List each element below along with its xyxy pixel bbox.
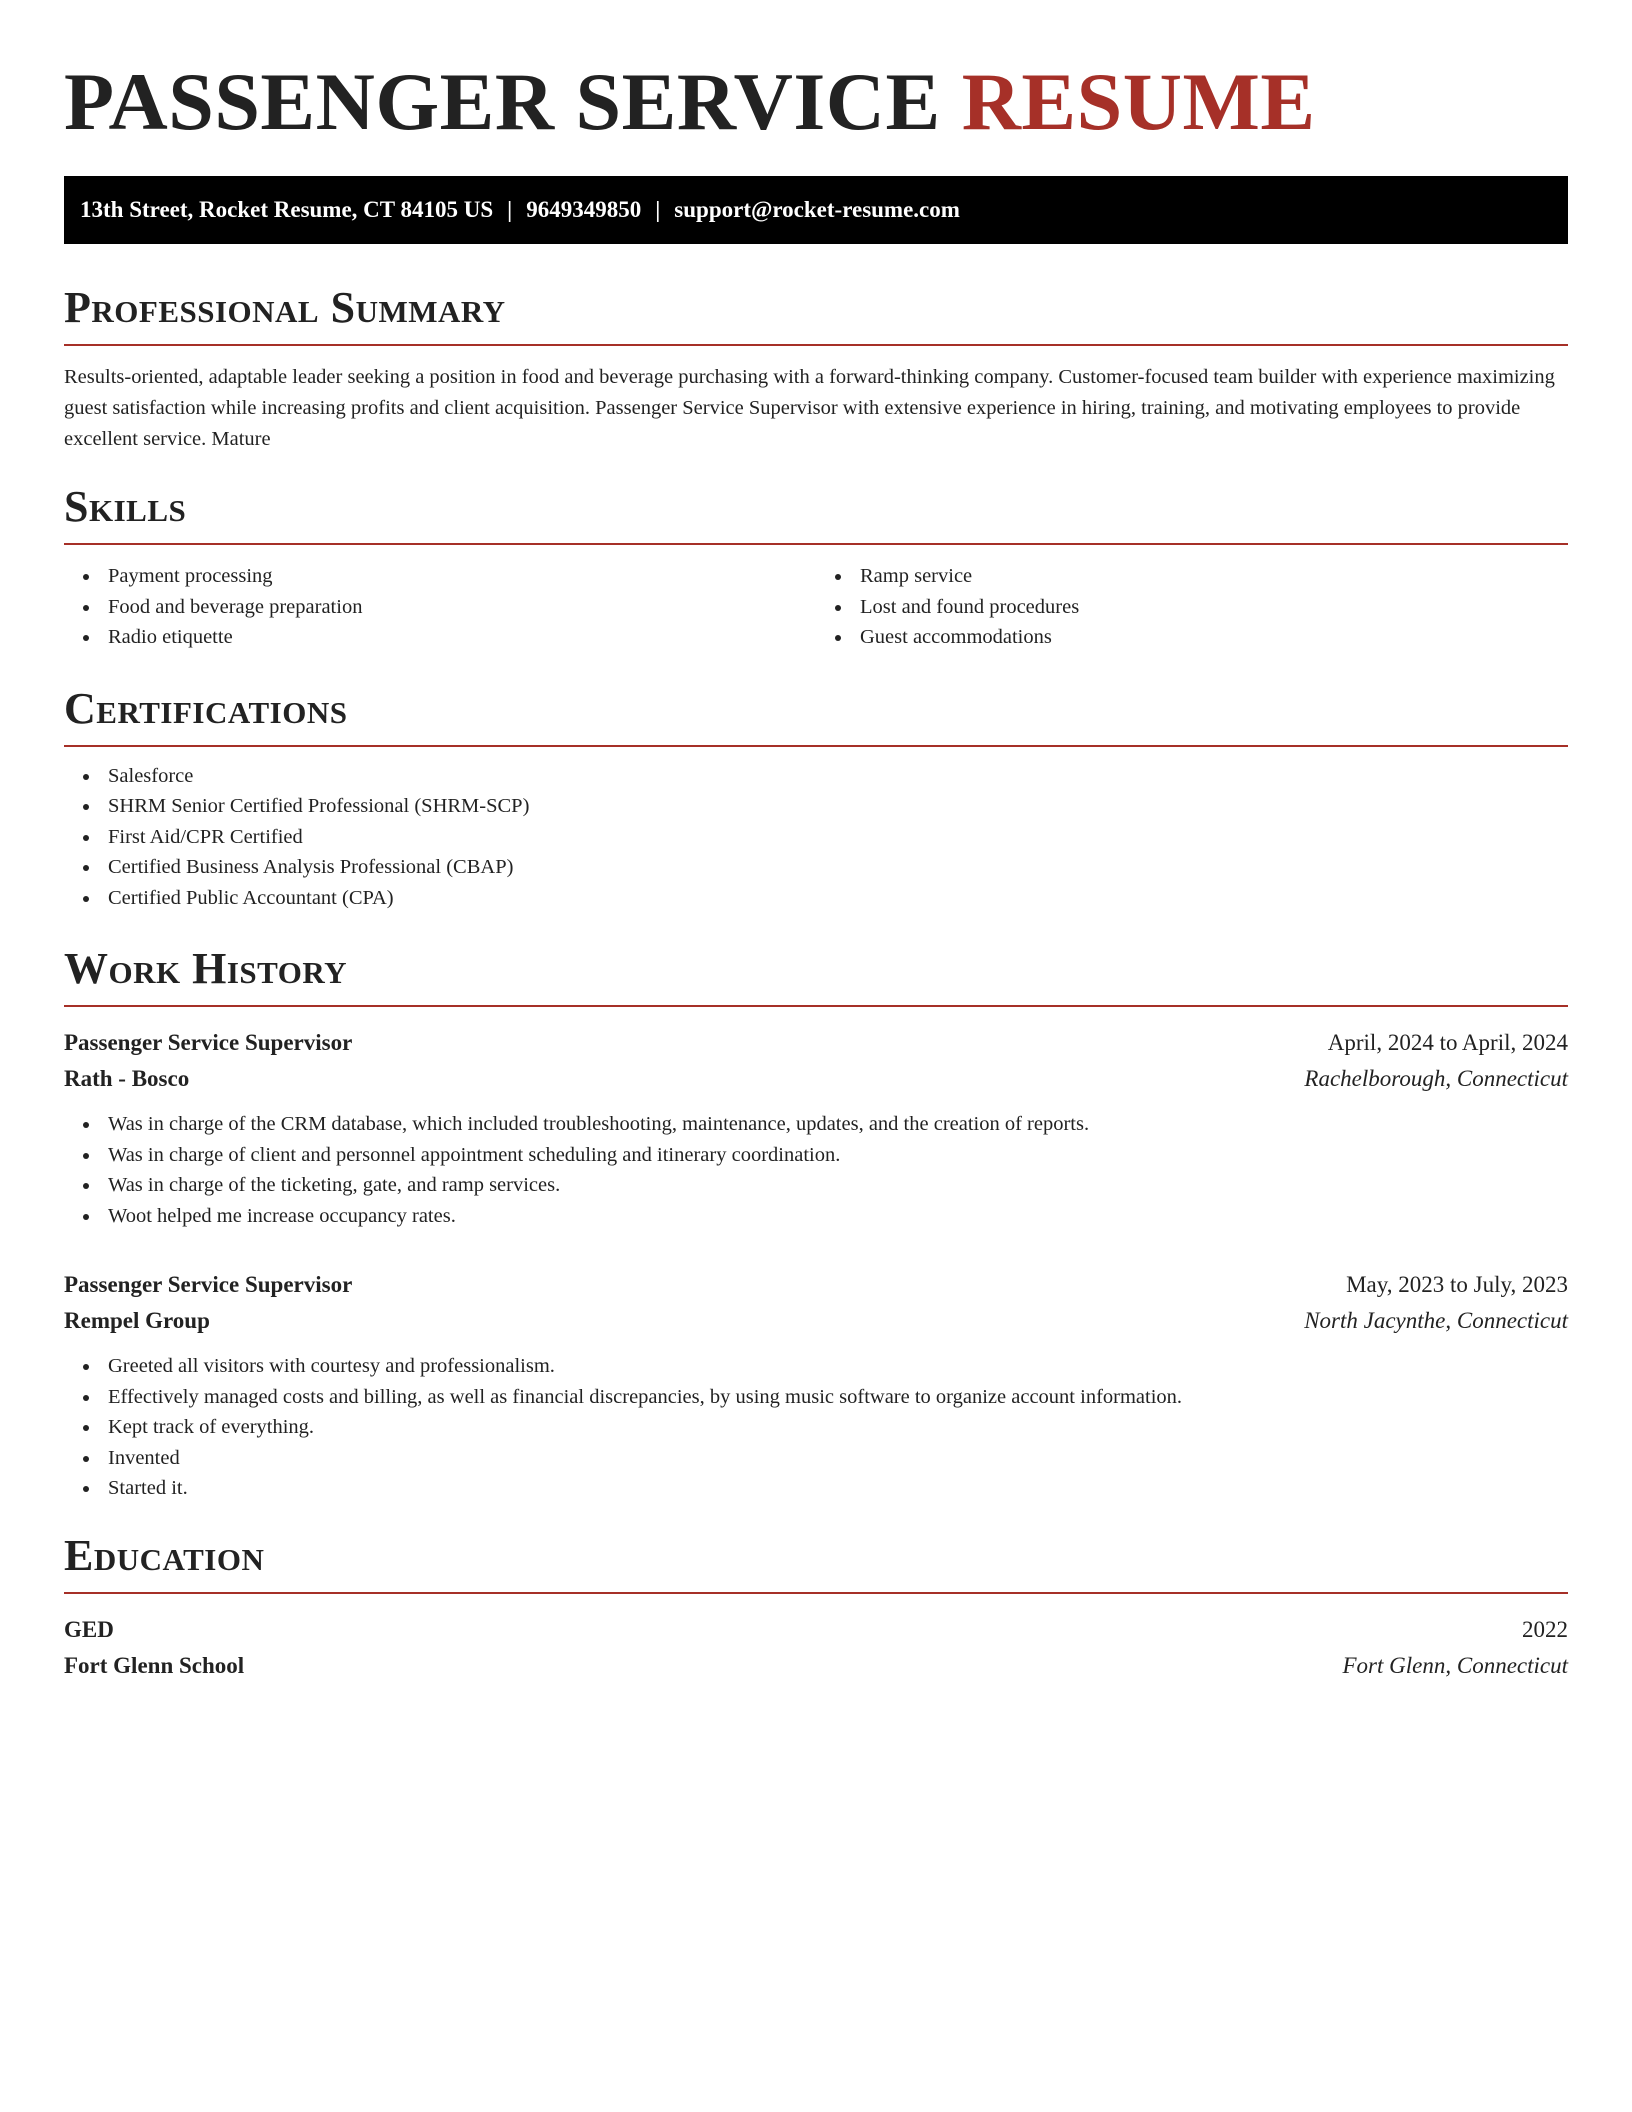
list-item: Invented [108,1443,1568,1474]
title-accent: RESUME [961,56,1316,147]
section-heading: Professional Summary [64,282,1568,346]
section-heading: Work History [64,943,1568,1007]
list-item: Guest accommodations [860,622,1568,653]
resume-title [64,52,1568,152]
job-dates: April, 2024 to April, 2024 [1327,1030,1568,1055]
job-location: North Jacynthe, Connecticut [1304,1308,1568,1333]
job-company-row [64,1303,1568,1339]
education-year: 2022 [1522,1616,1568,1642]
contact-separator: | [507,197,513,222]
contact-separator: | [655,197,661,222]
list-item: SHRM Senior Certified Professional (SHRM-SCP) [108,791,1568,822]
list-item: Woot helped me increase occupancy rates. [108,1201,1568,1232]
title-main: PASSENGER SERVICE [64,56,941,147]
list-item: Was in charge of the ticketing, gate, and ramp services. [108,1170,1568,1201]
job-entry [64,1025,1568,1231]
list-item: Effectively managed costs and billing, as well as financial discrepancies, by using music software to organize account information. [108,1382,1568,1413]
education-degree: GED [64,1616,114,1642]
education-degree-row [64,1612,1568,1648]
job-dates: May, 2023 to July, 2023 [1346,1272,1568,1297]
list-item: Radio etiquette [108,622,816,653]
list-item: Ramp service [860,561,1568,592]
work-history-section [64,943,1568,1504]
job-company: Rath - Bosco [64,1066,190,1091]
section-heading: Education [64,1530,1568,1594]
section-heading: Skills [64,481,1568,545]
job-header-row [64,1025,1568,1061]
contact-bar [64,176,1568,244]
education-section [64,1530,1568,1684]
skills-list-right [816,561,1568,653]
job-duties-list [64,1351,1568,1504]
job-title: Passenger Service Supervisor [64,1030,353,1055]
contact-address: 13th Street, Rocket Resume, CT 84105 US [80,197,494,222]
list-item: Started it. [108,1473,1568,1504]
job-duties-list [64,1109,1568,1231]
contact-email: support@rocket-resume.com [674,197,960,222]
contact-phone: 9649349850 [526,197,642,222]
list-item: Salesforce [108,761,1568,792]
job-company: Rempel Group [64,1308,210,1333]
job-company-row [64,1061,1568,1097]
list-item: Kept track of everything. [108,1412,1568,1443]
education-school-row [64,1648,1568,1684]
list-item: Payment processing [108,561,816,592]
certifications-list [64,761,1568,914]
list-item: Lost and found procedures [860,592,1568,623]
education-school: Fort Glenn School [64,1652,245,1678]
certifications-section [64,683,1568,914]
list-item: Was in charge of client and personnel appointment scheduling and itinerary coordination. [108,1140,1568,1171]
section-heading: Certifications [64,683,1568,747]
list-item: Food and beverage preparation [108,592,816,623]
job-header-row [64,1267,1568,1303]
summary-text: Results-oriented, adaptable leader seeking a position in food and beverage purchasing with a forward-thinking company. Customer-focused team builder with experience maximizing guest satisfaction while increasing profits and client acquisition. Passenger Service Supervisor with extensive experience in hiring, training, and motivating employees to provide excellent service. Mature [64,366,1555,450]
skills-list-left [64,561,816,653]
skills-grid [64,545,1568,653]
job-location: Rachelborough, Connecticut [1304,1066,1568,1091]
job-entry [64,1267,1568,1504]
list-item: Certified Public Accountant (CPA) [108,883,1568,914]
education-location: Fort Glenn, Connecticut [1342,1652,1568,1678]
skills-section [64,481,1568,653]
list-item: First Aid/CPR Certified [108,822,1568,853]
job-title: Passenger Service Supervisor [64,1272,353,1297]
list-item: Certified Business Analysis Professional (CBAP) [108,852,1568,883]
professional-summary-section [64,282,1568,455]
list-item: Was in charge of the CRM database, which included troubleshooting, maintenance, updates, and the creation of reports. [108,1109,1568,1140]
education-entry [64,1612,1568,1684]
list-item: Greeted all visitors with courtesy and professionalism. [108,1351,1568,1382]
